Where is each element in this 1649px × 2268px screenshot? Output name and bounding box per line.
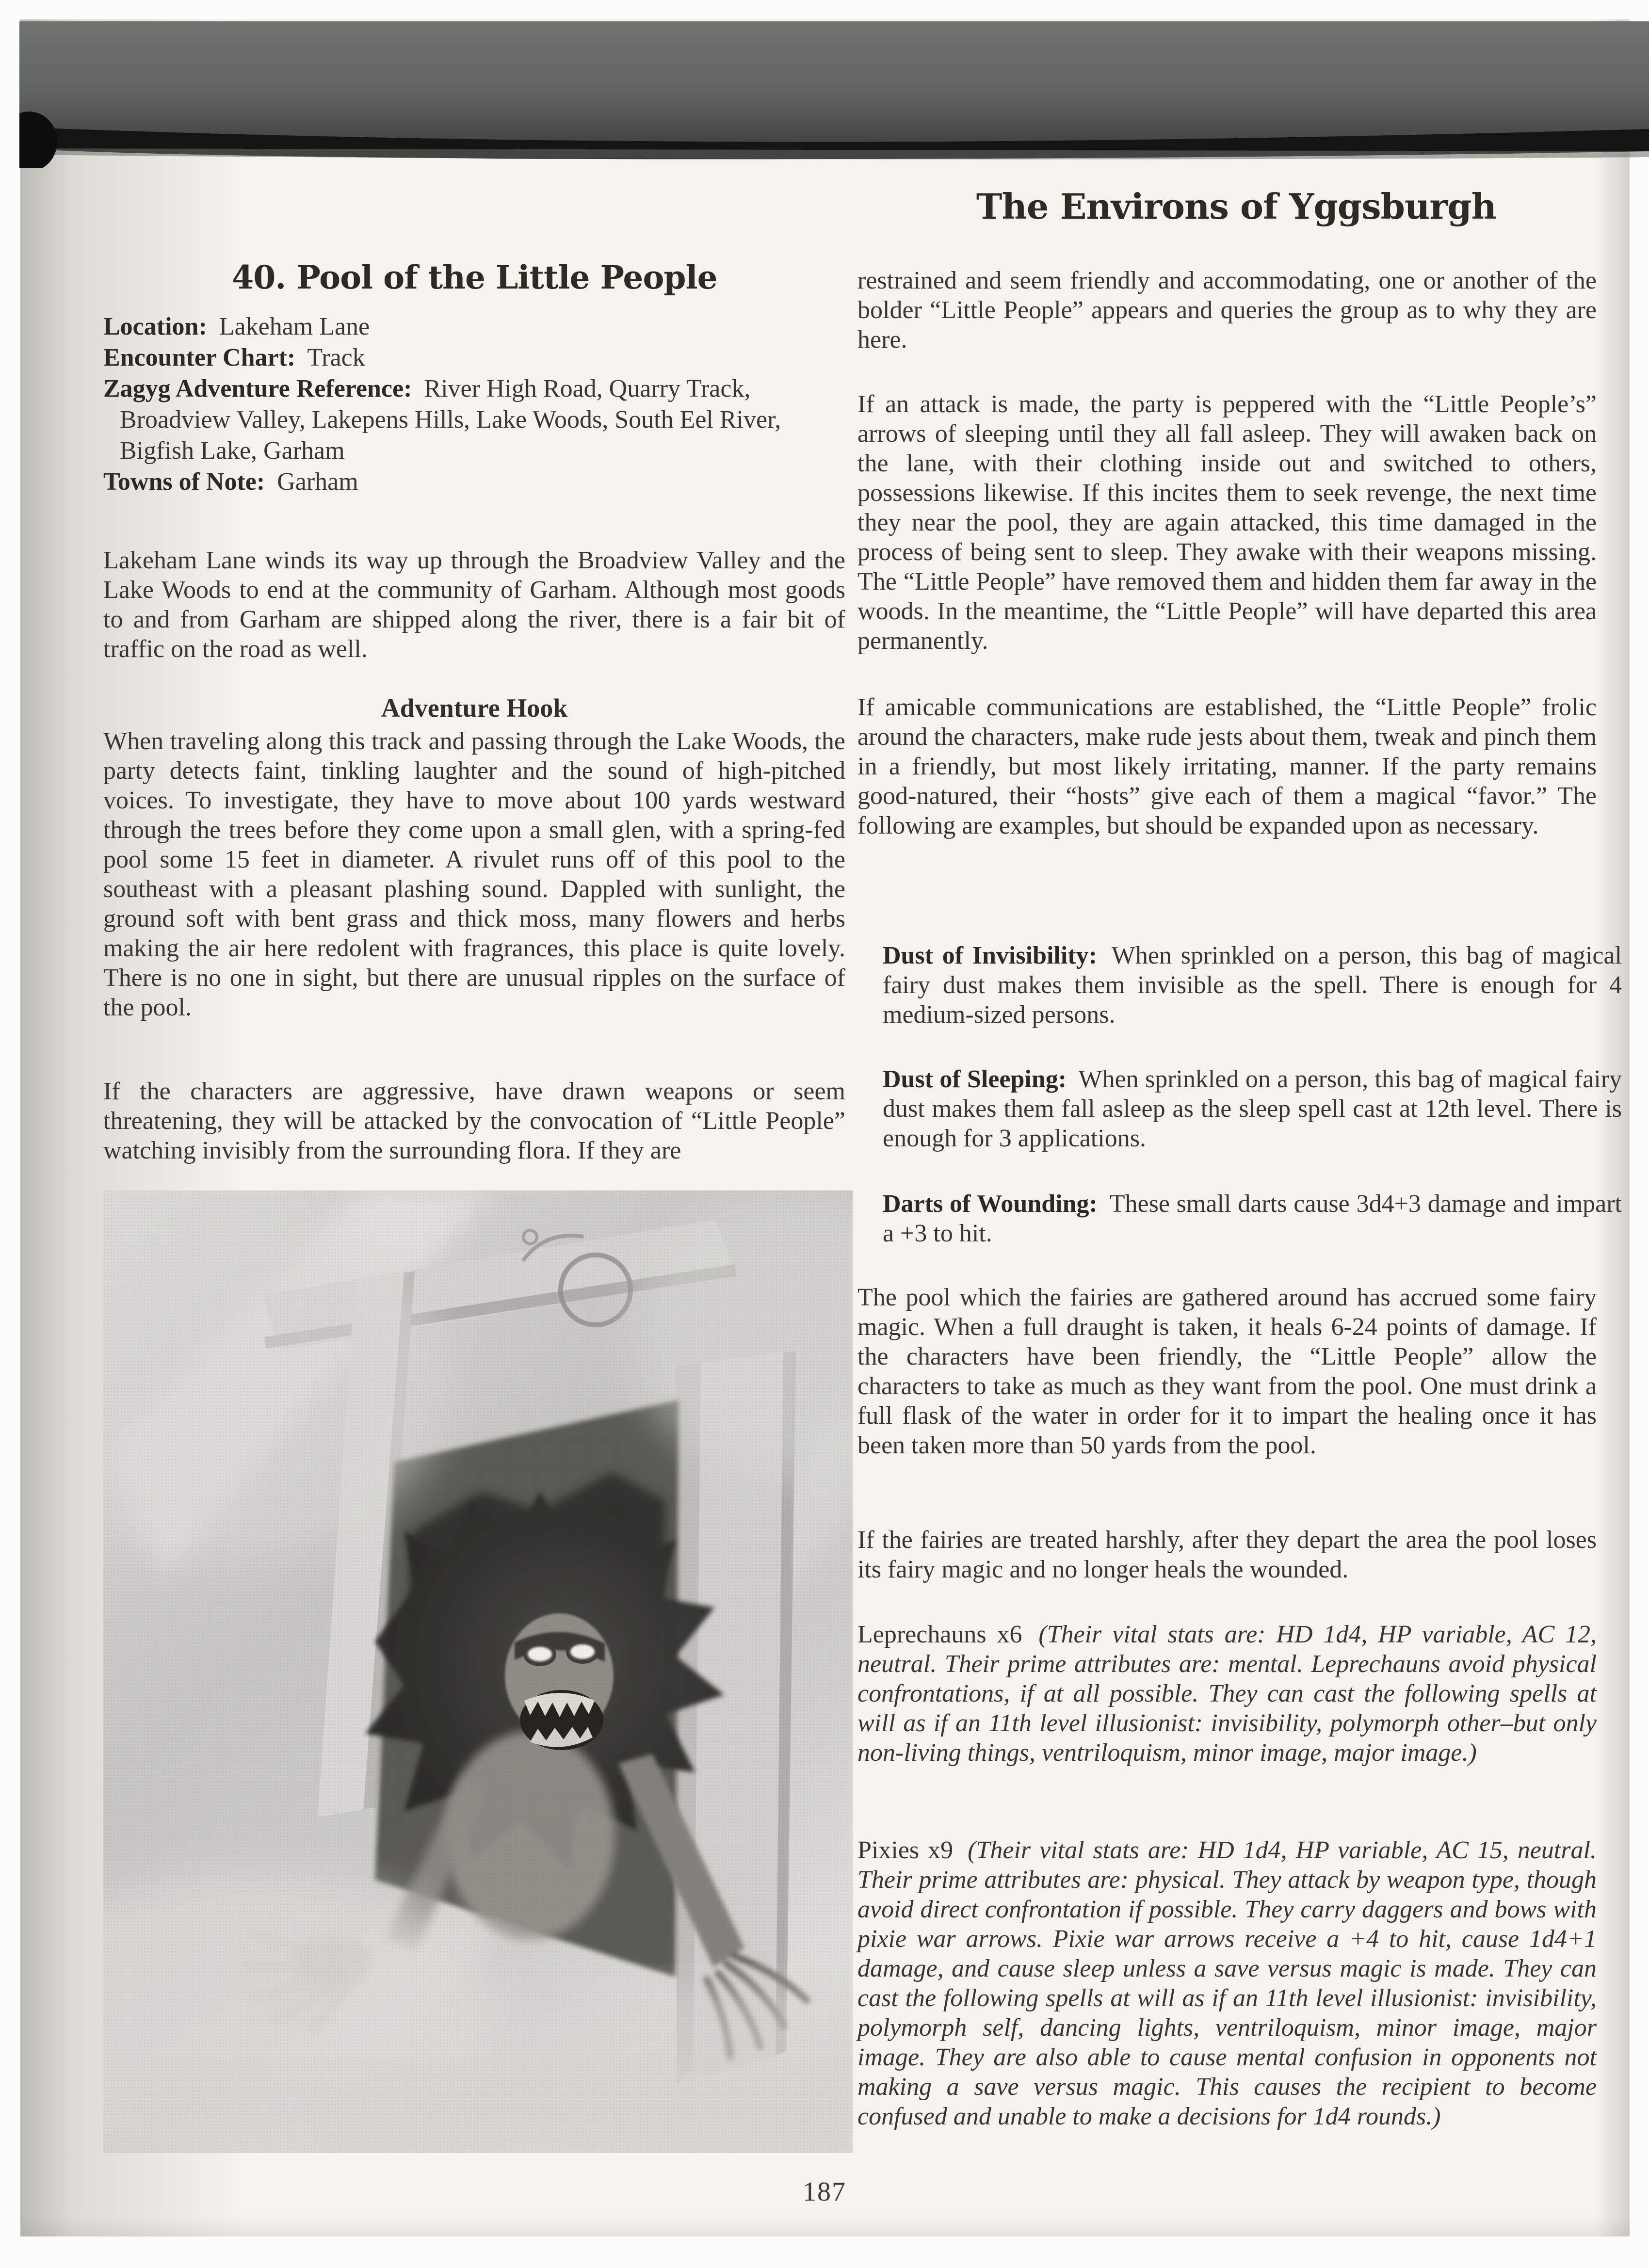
item-text: When sprinkled on a person, this bag of magical fairy dust makes them invisible as the spell. There is enough for 4 medium-sized persons. <box>883 942 1622 1029</box>
monster-illustration <box>103 1190 853 2153</box>
item-label: Dust of Sleeping: <box>883 1065 1067 1093</box>
cover-band-art <box>19 21 1649 168</box>
info-label: Encounter Chart: <box>103 344 296 371</box>
magic-item-darts-of-wounding <box>857 1189 1622 1248</box>
paragraph: If the fairies are treated harshly, after they depart the area the pool loses its fairy magic and no longer heals the wounded. <box>857 1526 1597 1583</box>
stat-lead: Leprechauns x6 <box>857 1621 1022 1648</box>
info-item-adventure-reference <box>103 373 845 466</box>
item-text: These small darts cause 3d4+3 damage and impart a +3 to hit. <box>883 1190 1622 1247</box>
paragraph-intro: Lakeham Lane winds its way up through the Broadview Valley and the Lake Woods to end at the community of Garham. Although most goods to and from Garham are shipped along the river, there is a fair bit of traffic on the road as well. <box>103 547 845 663</box>
paragraph: If an attack is made, the party is peppered with the “Little People’s” arrows of sleeping until they all fall asleep. They will awaken back on the lane, with their clothing inside out and switched to others, possessions likewise. If this incites them to seek revenge, the next time they near the pool, they are again attacked, this time damaged in the process of being sent to sleep. They awake with their weapons missing. The “Little People” have removed them and hidden them far away in the woods. In the meantime, the “Little People” will have departed this area permanently. <box>857 390 1597 655</box>
info-label: Towns of Note: <box>103 468 265 496</box>
info-value: Track <box>307 344 365 371</box>
page-header: The Environs of Yggsburgh <box>976 186 1496 227</box>
page-number: 187 <box>803 2177 846 2207</box>
item-label: Dust of Invisibility: <box>883 942 1097 969</box>
info-item-towns-of-note <box>103 466 845 498</box>
item-label: Darts of Wounding: <box>883 1190 1098 1218</box>
info-value: Garham <box>277 468 358 496</box>
info-value: Lakeham Lane <box>219 313 370 340</box>
paragraph: restrained and seem friendly and accommodating, one or another of the bolder “Little People” appears and queries the group as to why they are here. <box>857 267 1597 354</box>
paragraph: The pool which the fairies are gathered around has accrued some fairy magic. When a full draught is taken, it heals 6-24 points of damage. If the characters have been friendly, the “Little People” allow the characters to take as much as they want from the pool. One must drink a full flask of the water in order for it to impart the healing once it has been taken more than 50 yards from the pool. <box>857 1284 1597 1459</box>
info-item-location <box>103 311 845 342</box>
section-heading: Adventure Hook <box>381 693 568 723</box>
info-value: River High Road, Quarry Track, Broadview Valley, Lakepens Hills, Lake Woods, South Eel River, Bigfish Lake, Garham <box>120 375 781 465</box>
magic-item-dust-of-invisibility <box>857 941 1622 1029</box>
info-label: Zagyg Adventure Reference: <box>103 375 412 402</box>
paragraph-hook-continued: If the characters are aggressive, have drawn weapons or seem threatening, they will be attacked by the convocation of “Little People” watching invisibly from the surrounding flora. If they are <box>103 1078 845 1164</box>
stat-text: (Their vital stats are: HD 1d4, HP variable, AC 15, neutral. Their prime attributes are: physical. They attack by weapon type, though avoid direct confrontation if possible. They carry daggers and bows with pixie war arrows. Pixie war arrows receive a +4 to hit, cause 1d4+1 damage, and cause sleep unless a save versus magic is made. They can cast the following spells at will as if an 11th level illusionist: invisibility, polymorph self, dancing lights, ventriloquism, minor image, major image. They are also able to cause mental confusion in opponents not making a save versus magic. This causes the recipient to become confused and unable to make a decisions for 1d4 rounds.) <box>857 1836 1597 2130</box>
stat-block-pixies <box>857 1835 1597 2131</box>
stat-text: (Their vital stats are: HD 1d4, HP variable, AC 12, neutral. Their prime attributes are: mental. Leprechauns avoid physical confrontations, if at all possible. They can cast the following spells at will as if an 11th level illusionist: invisibility, polymorph other–but only non-living things, ventriloquism, minor image, major image.) <box>857 1621 1597 1767</box>
info-label: Location: <box>103 313 207 340</box>
paragraph: If amicable communications are established, the “Little People” frolic around the characters, make rude jests about them, tweak and pinch them in a friendly, but most likely irritating, manner. If the party remains good-natured, their “hosts” give each of them a magical “favor.” The following are examples, but should be expanded upon as necessary. <box>857 693 1597 839</box>
stat-lead: Pixies x9 <box>857 1836 954 1864</box>
stat-block-leprechauns <box>857 1620 1597 1768</box>
info-item-encounter-chart <box>103 342 845 373</box>
paragraph-hook: When traveling along this track and passing through the Lake Woods, the party detects faint, tinkling laughter and the sound of high-pitched voices. To investigate, they have to move about 100 yards westward through the trees before they come upon a small glen, with a spring-fed pool some 15 feet in diameter. A rivulet runs off of this pool to the southeast with a pleasant plashing sound. Dappled with sunlight, the ground soft with bent grass and thick moss, many flowers and herbs making the air here redolent with fragrances, this place is quite lovely. There is no one in sight, but there are unusual ripples on the surface of the pool. <box>103 727 845 1021</box>
item-text: When sprinkled on a person, this bag of magical fairy dust makes them fall asleep as the sleep spell cast at 12th level. There is enough for 3 applications. <box>883 1065 1622 1152</box>
article-title: 40. Pool of the Little People <box>231 258 717 296</box>
info-list <box>103 311 845 498</box>
magic-item-dust-of-sleeping <box>857 1064 1622 1153</box>
book-cover-band <box>19 21 1649 168</box>
